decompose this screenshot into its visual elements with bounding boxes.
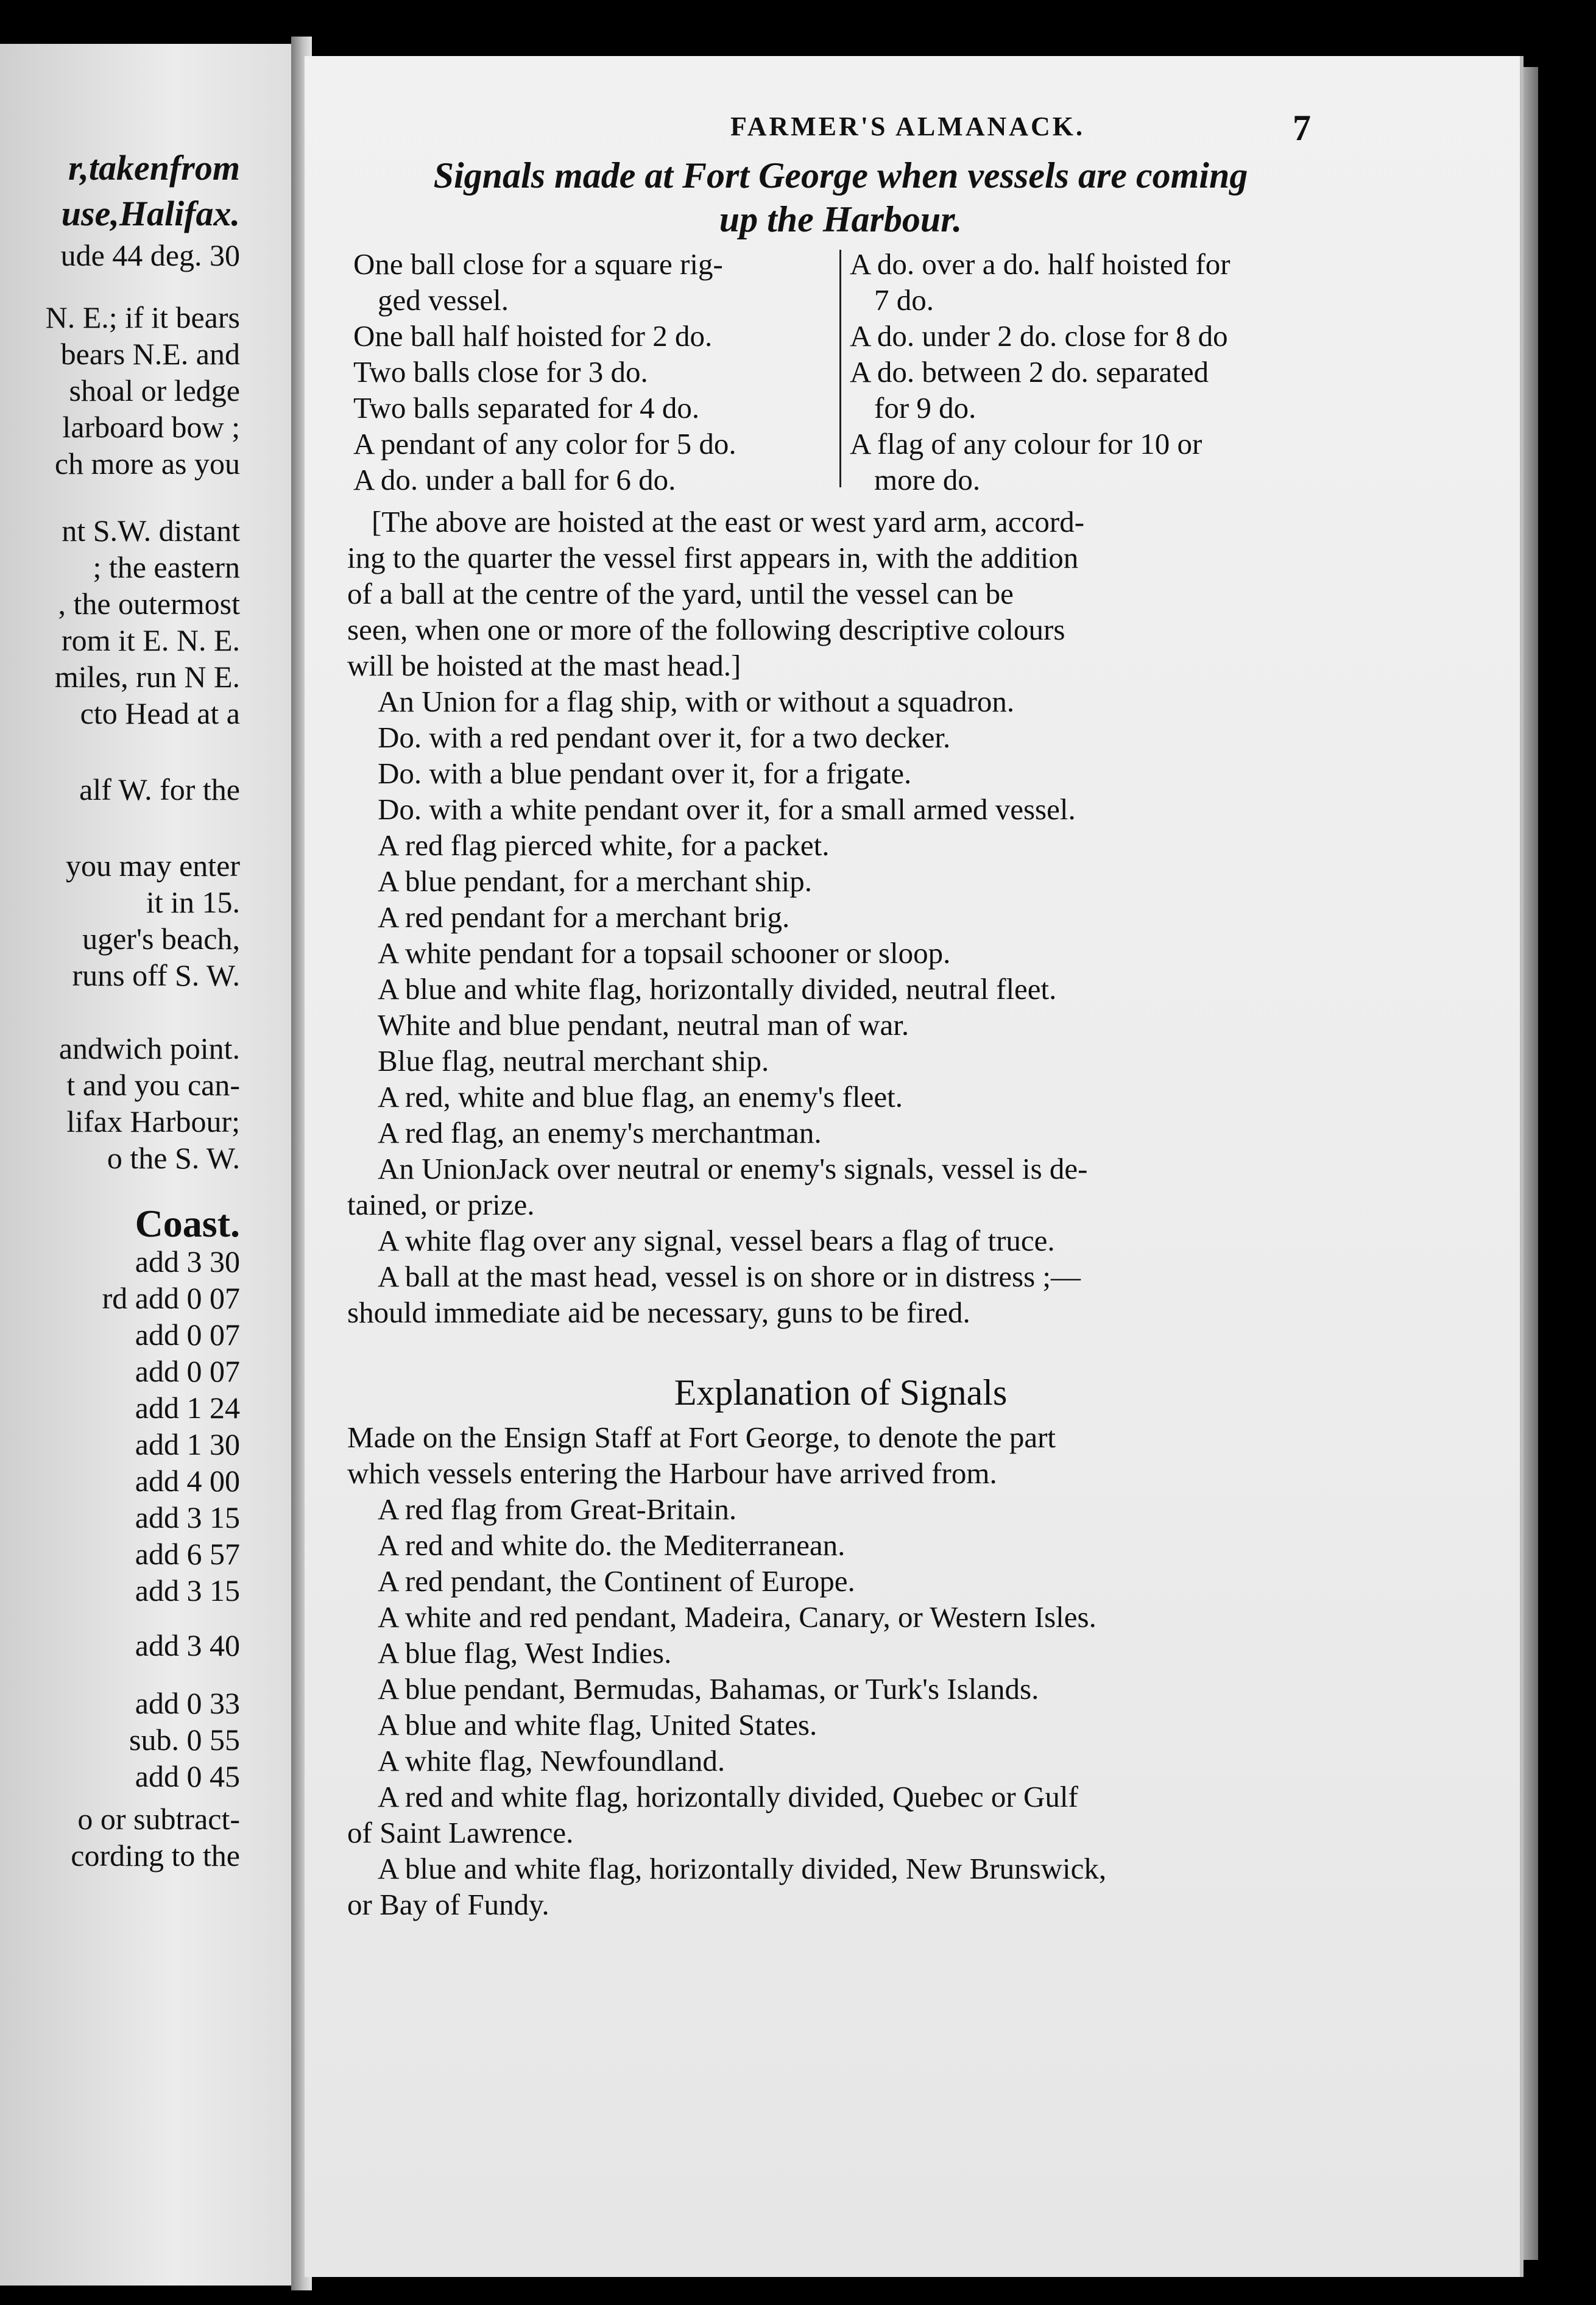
left-page-line: runs off S. W. [72,958,240,992]
left-page-line: uger's beach, [82,922,240,956]
left-page-line: add 3 15 [135,1500,240,1534]
column-line: 7 do. [874,283,934,317]
left-page-line: Coast. [135,1202,240,1245]
left-page-line: ; the eastern [93,550,240,584]
signal-entry: A white pendant for a topsail schooner or sloop. [378,936,951,970]
left-page [0,44,291,2286]
signal-entry: Do. with a red pendant over it, for a two decker. [378,721,951,754]
origin-entry: A red and white do. the Mediterranean. [378,1528,846,1562]
signals-left-column [353,246,835,498]
column-line: A do. under 2 do. close for 8 do [850,319,1228,353]
left-page-line: rom it E. N. E. [61,623,240,657]
column-line: A do. under a ball for 6 do. [353,463,676,496]
left-page-line: you may enter [65,849,240,883]
origin-entry: A blue pendant, Bermudas, Bahamas, or Turk's Islands. [378,1672,1039,1706]
right-page [305,56,1524,2277]
signal-entry: An UnionJack over neutral or enemy's signals, vessel is de- [378,1152,1088,1185]
signal-entry: A red, white and blue flag, an enemy's fleet. [378,1080,903,1114]
page-number: 7 [1293,108,1311,148]
left-page-line: add 4 00 [135,1464,240,1498]
signal-entry-continuation: tained, or prize. [347,1188,535,1221]
signal-entry: Do. with a white pendant over it, for a small armed vessel. [378,792,1076,826]
left-page-line: add 3 15 [135,1573,240,1608]
left-page-line: larboard bow ; [62,410,240,444]
column-divider [839,250,841,487]
origin-entry: A red flag from Great-Britain. [378,1492,737,1526]
left-page-line: r,takenfrom [68,148,240,188]
left-page-line: , the outermost [58,587,240,621]
left-page-line: it in 15. [146,885,240,919]
column-line: ged vessel. [378,283,509,317]
column-line: A flag of any colour for 10 or [850,427,1202,461]
left-page-line: add 0 07 [135,1354,240,1388]
left-page-line: alf W. for the [79,772,240,807]
signal-entry: A red flag pierced white, for a packet. [378,828,830,862]
origin-entry-continuation: or Bay of Fundy. [347,1888,549,1921]
signals-right-column [850,246,1331,498]
signal-entry: Blue flag, neutral merchant ship. [378,1044,769,1078]
paragraph-line: [The above are hoisted at the east or west yard arm, accord- [372,505,1085,538]
signal-entry: Do. with a blue pendant over it, for a frigate. [378,757,912,790]
left-page-line: add 0 45 [135,1759,240,1793]
signal-entry: White and blue pendant, neutral man of war. [378,1008,909,1042]
left-page-line: t and you can- [66,1068,240,1102]
origin-entry: A red and white flag, horizontally divided, Quebec or Gulf [378,1780,1078,1813]
section-title-line: Signals made at Fort George when vessels are coming [433,155,1248,196]
explanation-text-body [347,1419,1334,1922]
column-line: A pendant of any color for 5 do. [353,427,736,461]
left-page-line: add 0 07 [135,1318,240,1352]
origin-entry: A white flag, Newfoundland. [378,1744,726,1777]
left-page-line: add 0 33 [135,1686,240,1720]
section-title-line: up the Harbour. [719,199,962,239]
column-line: A do. between 2 do. separated [850,355,1209,389]
origin-entry: A blue and white flag, horizontally divided, New Brunswick, [378,1852,1107,1885]
paragraph-line: will be hoisted at the mast head.] [347,649,741,682]
signal-entry: A ball at the mast head, vessel is on shore or in distress ;— [378,1260,1081,1293]
left-page-line: add 3 40 [135,1628,240,1662]
left-page-line: o or subtract- [77,1802,240,1836]
explanation-heading: Explanation of Signals [674,1372,1008,1413]
left-page-line: o the S. W. [107,1141,240,1175]
left-page-line: ch more as you [54,447,240,481]
origin-entry: A blue flag, West Indies. [378,1636,672,1670]
paragraph-line: seen, when one or more of the following descriptive colours [347,613,1065,646]
column-line: One ball close for a square rig- [353,247,723,281]
left-page-line: bears N.E. and [60,337,240,371]
paragraph-line: Made on the Ensign Staff at Fort George, to denote the part [347,1421,1056,1454]
origin-entry: A blue and white flag, United States. [378,1708,817,1742]
signal-entry: A white flag over any signal, vessel bears a flag of truce. [378,1224,1055,1257]
column-line: for 9 do. [874,391,976,425]
column-line: Two balls close for 3 do. [353,355,648,389]
left-page-line: ude 44 deg. 30 [60,238,240,272]
left-page-line: shoal or ledge [69,373,240,408]
left-page-line: cording to the [71,1838,240,1873]
left-page-line: use,Halifax. [61,194,240,233]
running-head: FARMER'S ALMANACK. [730,111,1086,141]
paragraph-line: of a ball at the centre of the yard, until the vessel can be [347,577,1014,610]
origin-entry: A white and red pendant, Madeira, Canary, or Western Isles. [378,1600,1096,1634]
signals-text-body [347,504,1334,1330]
column-line: Two balls separated for 4 do. [353,391,700,425]
signal-entry: An Union for a flag ship, with or without a squadron. [378,685,1015,718]
signal-entry-continuation: should immediate aid be necessary, guns to be fired. [347,1296,970,1329]
column-line: more do. [874,463,981,496]
left-page-line: add 6 57 [135,1537,240,1571]
left-page-line: miles, run N E. [54,660,240,694]
paragraph-line: ing to the quarter the vessel first appears in, with the addition [347,541,1079,574]
signal-entry: A red flag, an enemy's merchantman. [378,1116,822,1149]
signal-entry: A blue pendant, for a merchant ship. [378,864,813,898]
left-page-line: add 3 30 [135,1244,240,1279]
column-line: One ball half hoisted for 2 do. [353,319,713,353]
left-page-line: lifax Harbour; [66,1104,240,1138]
column-line: A do. over a do. half hoisted for [850,247,1231,281]
signal-entry: A blue and white flag, horizontally divided, neutral fleet. [378,972,1057,1006]
left-page-line: add 1 24 [135,1391,240,1425]
left-page-line: nt S.W. distant [62,514,240,548]
section-title [347,154,1334,241]
origin-entry-continuation: of Saint Lawrence. [347,1816,574,1849]
left-page-line: cto Head at a [80,696,240,730]
paragraph-line: which vessels entering the Harbour have arrived from. [347,1456,997,1490]
signal-entry: A red pendant for a merchant brig. [378,900,790,934]
left-page-line: andwich point. [58,1031,240,1065]
origin-entry: A red pendant, the Continent of Europe. [378,1564,855,1598]
left-page-line: rd add 0 07 [102,1281,240,1315]
left-page-line: N. E.; if it bears [45,300,240,334]
left-page-line: add 1 30 [135,1427,240,1461]
left-page-line: sub. 0 55 [129,1723,240,1757]
